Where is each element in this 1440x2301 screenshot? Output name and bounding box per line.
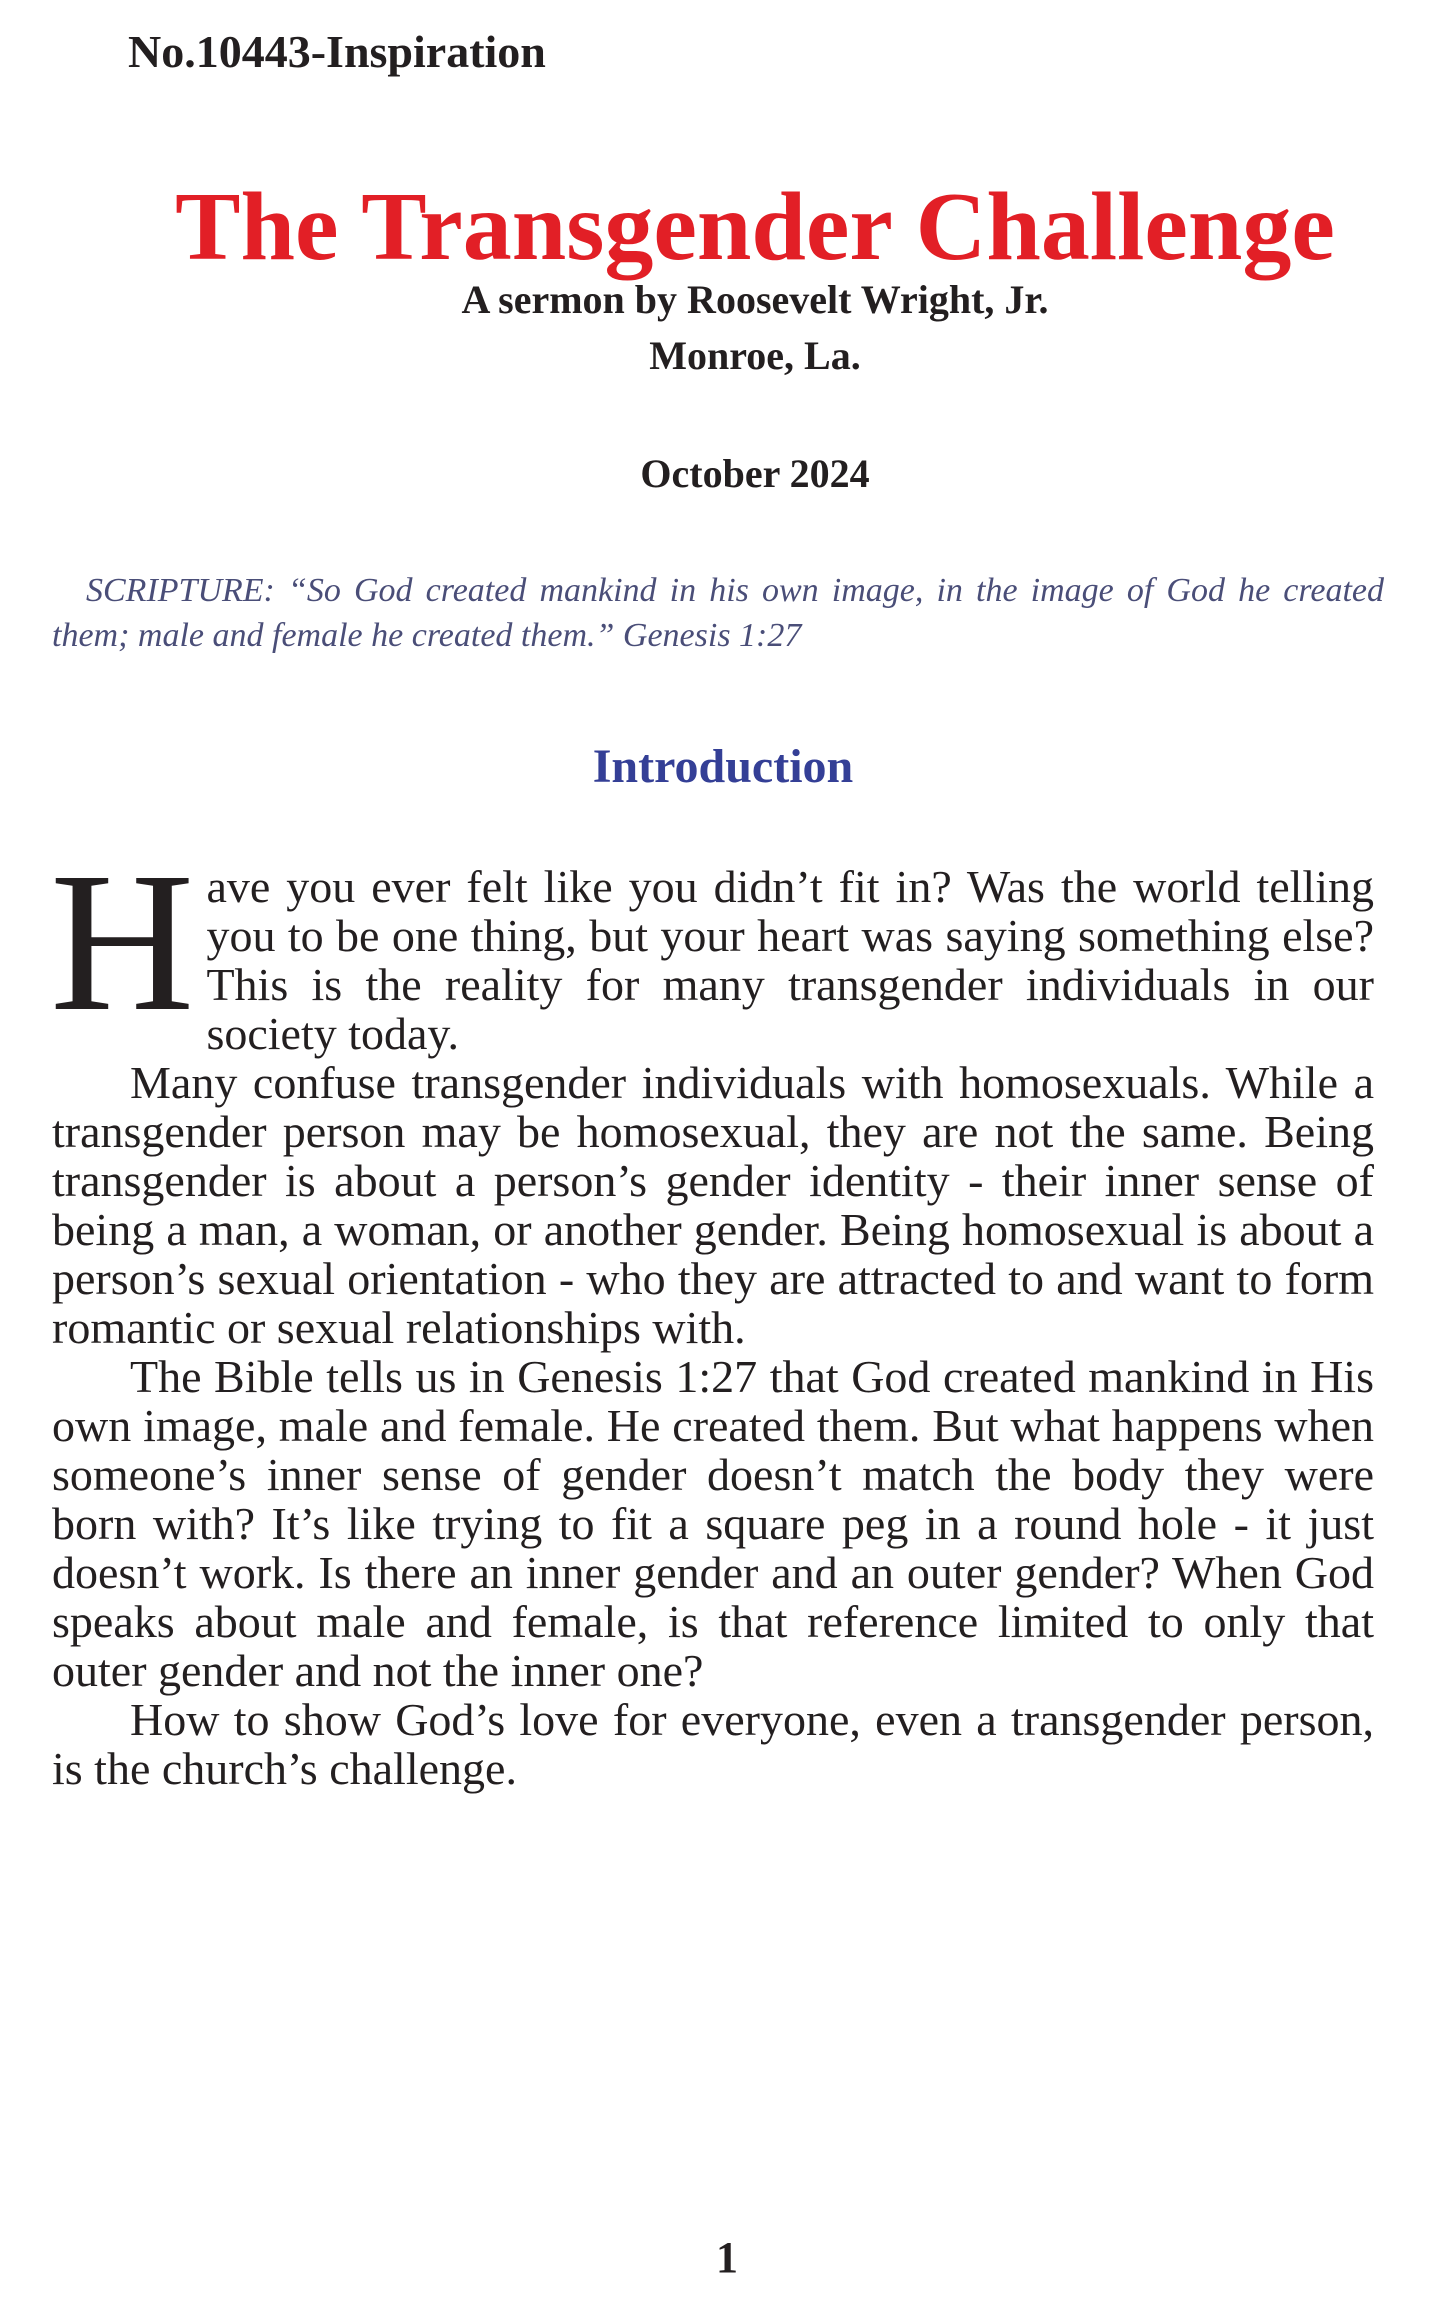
sermon-body	[50, 832, 1374, 1794]
section-heading-introduction: Introduction	[592, 740, 854, 793]
byline	[0, 272, 1440, 384]
scripture-quote: SCRIPTURE: “So God created mankind in his own image, in the image of God he created them; male and female he created them.” Genesis 1:27	[52, 572, 1384, 654]
author-line: A sermon by Roosevelt Wright, Jr.	[461, 277, 1049, 322]
paragraph-2: Many confuse transgender individuals with homosexuals. While a transgender person may be homosexual, they are not the same. Being transgender is about a person’s gender identity - their inner sense of being a man, a woman, or another gender. Being homosexual is about a person’s sexual orientation - who they are attracted to and want to form romantic or sexual relationships with.	[52, 1057, 1374, 1353]
sermon-date: October 2024	[640, 451, 870, 496]
page-title: The Transgender Challenge	[175, 173, 1335, 281]
page-number: 1	[716, 2233, 738, 2282]
paragraph-3: The Bible tells us in Genesis 1:27 that God created mankind in His own image, male and female. He created them. But what happens when someone’s inner sense of gender doesn’t match the body they were born with? It’s like trying to fit a square peg in a round hole - it just doesn’t work. Is there an inner gender and an outer gender? When God speaks about male and female, is that reference limited to only that outer gender and not the inner one?	[52, 1351, 1374, 1696]
paragraph-1-text: ave you ever felt like you didn’t fit in? Was the world telling you to be one thing, but your heart was saying something else? This is the reality for many transgender individuals in our society today.	[206, 861, 1374, 1059]
document-number: No.10443-Inspiration	[128, 26, 546, 77]
drop-cap: H	[50, 832, 195, 1053]
paragraph-1	[50, 832, 1374, 1059]
paragraph-4: How to show God’s love for everyone, even a transgender person, is the church’s challenge.	[52, 1694, 1374, 1794]
location-line: Monroe, La.	[649, 333, 861, 378]
